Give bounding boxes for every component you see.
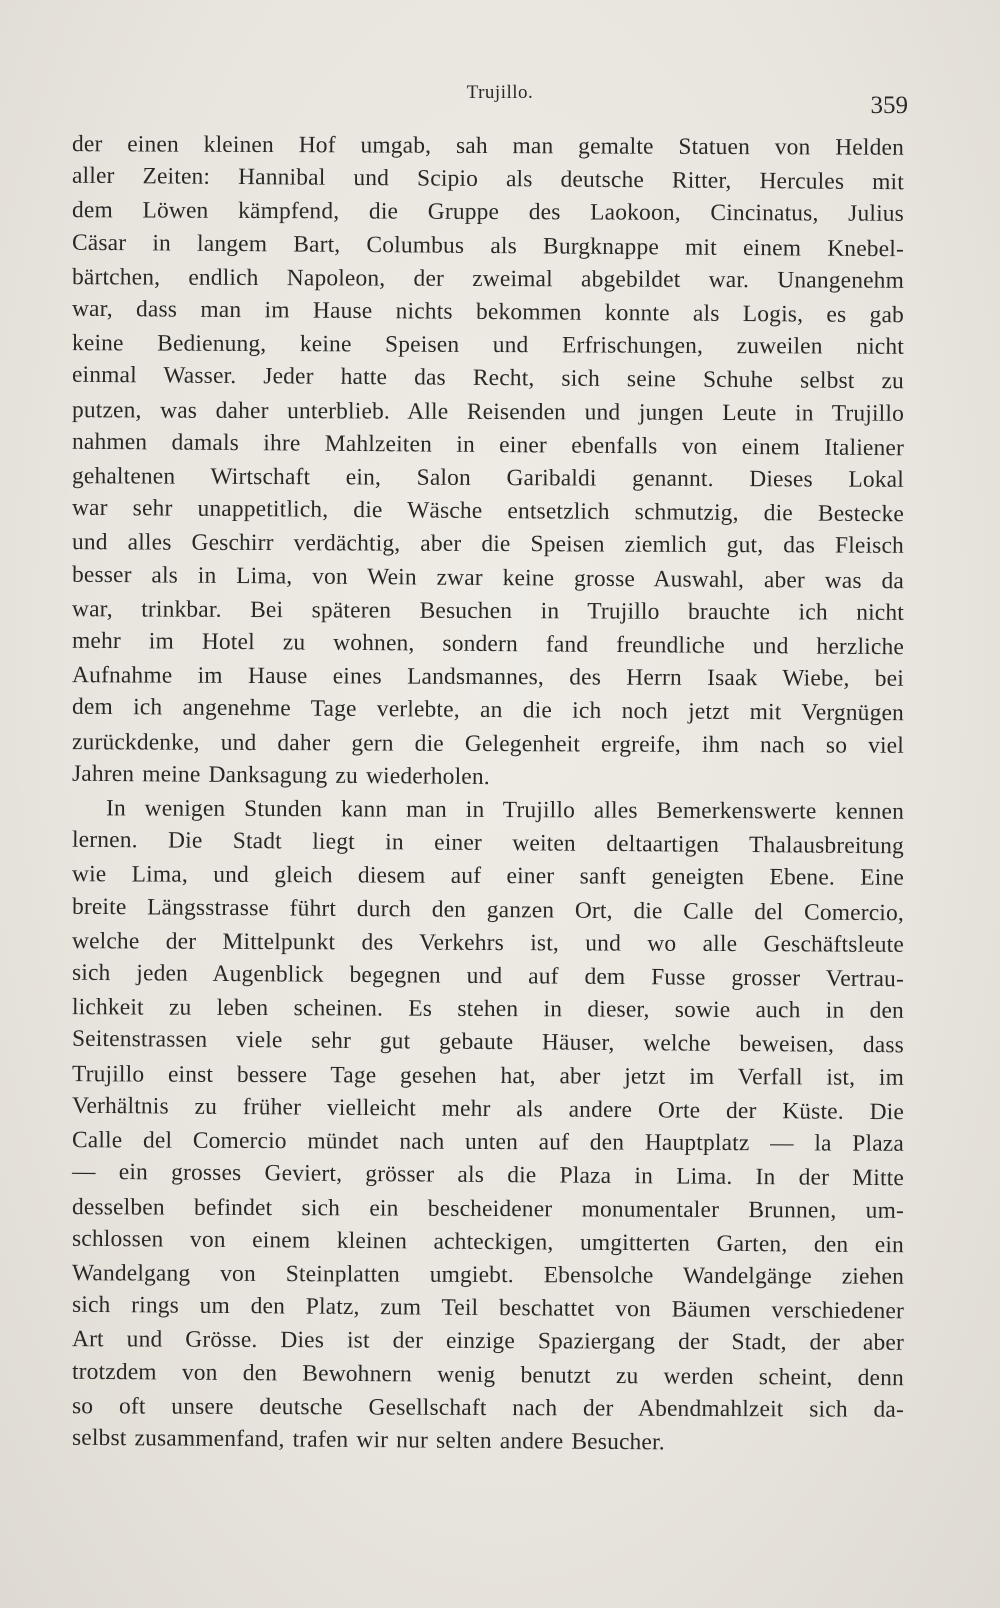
text-line: einmal Wasser. Jeder hatte das Recht, sich seine Schuhe selbst zu — [71, 362, 905, 395]
text-line: Aufnahme im Hause eines Landsmannes, des Herrn Isaak Wiebe, bei — [71, 662, 905, 693]
text-line: so oft unsere deutsche Gesellschaft nach der Abendmahlzeit sich da- — [71, 1392, 905, 1423]
text-line: lernen. Die Stadt liegt in einer weiten deltaartigen Thalausbreitung — [71, 826, 905, 860]
text-line: breite Längsstrasse führt durch den ganzen Ort, die Calle del Comercio, — [71, 893, 905, 926]
text-line: Calle del Comercio mündet nach unten auf den Hauptplatz — la Plaza — [71, 1127, 905, 1157]
text-line: sich rings um den Platz, zum Teil beschattet von Bäumen verschiedener — [71, 1291, 905, 1325]
text-line: lichkeit zu leben scheinen. Es stehen in dieser, sowie auch in den — [71, 994, 905, 1025]
text-line: der einen kleinen Hof umgab, sah man gemalte Statuen von Helden — [71, 131, 905, 161]
text-line: welche der Mittelpunkt des Verkehrs ist, und wo alle Geschäftsleute — [71, 928, 905, 958]
text-line: zurückdenke, und daher gern die Gelegenheit ergreife, ihm nach so viel — [71, 728, 905, 759]
text-line: bärtchen, endlich Napoleon, der zweimal abgebildet war. Unangenehm — [71, 263, 905, 294]
text-line: Trujillo einst bessere Tage gesehen hat, aber jetzt im Verfall ist, im — [71, 1060, 905, 1091]
text-line: wie Lima, und gleich diesem auf einer sanft geneigten Ebene. Eine — [71, 861, 905, 892]
text-line: putzen, was daher unterblieb. Alle Reisenden und jungen Leute in Trujillo — [71, 396, 905, 427]
text-line: selbst zusammenfand, trafen wir nur selten andere Besucher. — [71, 1424, 665, 1456]
text-line: keine Bedienung, keine Speisen und Erfrischungen, zuweilen nicht — [71, 330, 905, 361]
text-line: war, trinkbar. Bei späteren Besuchen in Trujillo brauchte ich nicht — [71, 596, 905, 626]
text-line: desselben befindet sich ein bescheidener monumentaler Brunnen, um- — [71, 1193, 905, 1224]
running-head: Trujillo. — [466, 82, 534, 103]
text-line: dem ich angenehme Tage verlebte, an die ich noch jetzt mit Vergnügen — [71, 694, 905, 727]
text-line: gehaltenen Wirtschaft ein, Salon Garibaldi genannt. Dieses Lokal — [71, 463, 905, 493]
text-line: Seitenstrassen viele sehr gut gebaute Häuser, welche beweisen, dass — [71, 1026, 905, 1059]
body-text — [72, 130, 904, 1458]
text-line: — ein grosses Geviert, grösser als die Plaza in Lima. In der Mitte — [71, 1159, 905, 1192]
text-line: trotzdem von den Bewohnern wenig benutzt zu werden scheint, denn — [71, 1358, 905, 1391]
text-line: Wandelgang von Steinplatten umgiebt. Ebensolche Wandelgänge ziehen — [71, 1260, 905, 1290]
text-line: schlossen von einem kleinen achteckigen, umgitterten Garten, den ein — [71, 1225, 905, 1258]
text-line: nahmen damals ihre Mahlzeiten in einer ebenfalls von einem Italiener — [71, 428, 905, 462]
text-line: mehr im Hotel zu wohnen, sondern fand freundliche und herzliche — [71, 627, 905, 661]
text-line: sich jeden Augenblick begegnen und auf dem Fusse grosser Vertrau- — [71, 959, 905, 993]
text-line: und alles Geschirr verdächtig, aber die Speisen ziemlich gut, das Fleisch — [71, 529, 905, 560]
text-line: dem Löwen kämpfend, die Gruppe des Laokoon, Cincinatus, Julius — [71, 197, 905, 228]
text-line: aller Zeiten: Hannibal und Scipio als deutsche Ritter, Hercules mit — [71, 162, 905, 196]
text-line: war sehr unappetitlich, die Wäsche entsetzlich schmutzig, die Bestecke — [71, 494, 905, 528]
page-number: 359 — [870, 92, 908, 119]
text-line: besser als in Lima, von Wein zwar keine grosse Auswahl, aber was da — [71, 561, 905, 594]
text-line: Art und Grösse. Dies ist der einzige Spaziergang der Stadt, der aber — [71, 1326, 905, 1357]
text-line: Verhältnis zu früher vielleicht mehr als andere Orte der Küste. Die — [71, 1092, 905, 1126]
text-line: In wenigen Stunden kann man in Trujillo alles Bemerkenswerte kennen — [105, 795, 905, 825]
text-line: Jahren meine Danksagung zu wiederholen. — [71, 760, 490, 790]
text-line: war, dass man im Hause nichts bekommen konnte als Logis, es gab — [71, 295, 905, 329]
text-line: Cäsar in langem Bart, Columbus als Burgknappe mit einem Knebel- — [71, 229, 905, 262]
